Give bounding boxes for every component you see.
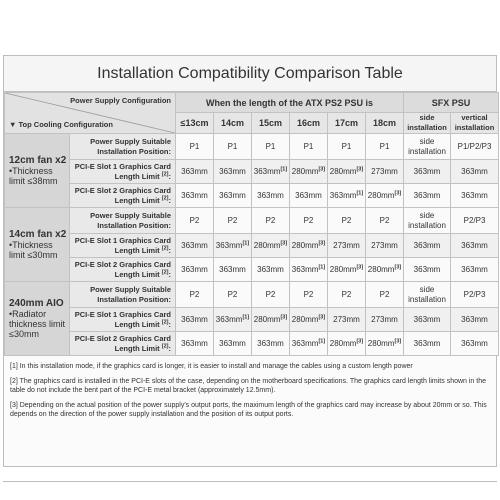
value-cell	[176, 332, 214, 356]
cell-note: [3]	[394, 263, 402, 270]
value-cell	[451, 332, 499, 356]
cell-note: [3]	[356, 165, 364, 172]
slot-label-colon: :	[168, 269, 171, 279]
value-cell	[404, 184, 451, 208]
value-cell	[290, 258, 328, 282]
value-cell: P2	[214, 208, 252, 234]
cell-value: 280mm	[253, 240, 281, 250]
table-row	[5, 258, 499, 282]
slot-label-colon: :	[168, 245, 171, 255]
value-cell: P2/P3	[451, 208, 499, 234]
atx-group-header: When the length of the ATX PS2 PSU is	[176, 93, 404, 113]
table-row	[5, 208, 499, 234]
value-cell	[252, 332, 290, 356]
cell-note: [1]	[356, 189, 364, 196]
row-label	[70, 332, 176, 356]
cell-value: 363mm	[413, 190, 441, 200]
table-row	[5, 234, 499, 258]
cell-note: [3]	[280, 313, 288, 320]
slot-label-note: [2]	[161, 343, 169, 349]
value-cell	[214, 308, 252, 332]
table-row	[5, 134, 499, 160]
bottom-divider	[3, 481, 497, 482]
cell-value: 273mm	[333, 240, 360, 250]
value-cell	[252, 308, 290, 332]
value-cell	[290, 332, 328, 356]
value-cell	[404, 234, 451, 258]
cell-note: [1]	[318, 337, 326, 344]
cell-note: [3]	[394, 337, 402, 344]
cell-value: 363mm	[181, 264, 208, 274]
value-cell	[451, 308, 499, 332]
value-cell	[176, 184, 214, 208]
cell-value: 363mm	[257, 190, 284, 200]
value-cell	[404, 308, 451, 332]
value-cell	[328, 234, 366, 258]
cell-value: 363mm	[291, 338, 319, 348]
slot-label-colon: :	[168, 171, 171, 181]
cell-value: 363mm	[295, 190, 322, 200]
sfx-vertical-header: vertical installation	[451, 113, 499, 134]
value-cell: P2/P3	[451, 282, 499, 308]
value-cell	[176, 160, 214, 184]
footnotes	[4, 356, 496, 420]
slot-label-note: [2]	[161, 171, 169, 177]
group-description: •Thickness limit ≤38mm	[9, 165, 58, 186]
table-row	[5, 282, 499, 308]
cell-value: 363mm	[461, 190, 488, 200]
cell-value: 280mm	[253, 314, 281, 324]
value-cell	[451, 234, 499, 258]
cell-value: 280mm	[329, 338, 357, 348]
value-cell: P1	[290, 134, 328, 160]
cell-value: 363mm	[257, 264, 284, 274]
cell-value: 363mm	[461, 240, 488, 250]
value-cell	[214, 184, 252, 208]
value-cell	[366, 234, 404, 258]
cell-value: 363mm	[219, 166, 246, 176]
group-name: 14cm fan x2	[9, 228, 67, 240]
cell-value: 280mm	[367, 338, 395, 348]
table-corner-header	[5, 93, 176, 134]
cell-value: 363mm	[219, 338, 246, 348]
group-description: •Thickness limit ≤30mm	[9, 239, 58, 260]
value-cell: P1	[252, 134, 290, 160]
cell-value: 363mm	[219, 190, 246, 200]
cell-value: 363mm	[181, 240, 208, 250]
table-title: Installation Compatibility Comparison Table	[4, 56, 496, 92]
atx-size-header: 14cm	[214, 113, 252, 134]
value-cell	[328, 308, 366, 332]
value-cell	[366, 184, 404, 208]
slot-label-text: PCI-E Slot 1 Graphics Card Length Limit	[74, 161, 171, 181]
value-cell	[252, 160, 290, 184]
value-cell	[404, 160, 451, 184]
row-label	[70, 258, 176, 282]
value-cell	[214, 332, 252, 356]
value-cell	[366, 308, 404, 332]
value-cell: P1	[366, 134, 404, 160]
value-cell	[252, 234, 290, 258]
cell-note: [3]	[280, 239, 288, 246]
value-cell: P1/P2/P3	[451, 134, 499, 160]
slot-label-text: PCI-E Slot 2 Graphics Card Length Limit	[74, 259, 171, 279]
slot-label-text: PCI-E Slot 1 Graphics Card Length Limit	[74, 235, 171, 255]
cell-value: 280mm	[329, 166, 357, 176]
atx-size-header: 18cm	[366, 113, 404, 134]
table-row	[5, 308, 499, 332]
value-cell	[290, 160, 328, 184]
slot-label-note: [2]	[161, 245, 169, 251]
cell-value: 363mm	[461, 338, 488, 348]
cell-value: 363mm	[413, 166, 441, 176]
value-cell	[451, 258, 499, 282]
cell-note: [1]	[242, 239, 250, 246]
value-cell: side installation	[404, 282, 451, 308]
cell-value: 363mm	[181, 314, 208, 324]
value-cell	[290, 234, 328, 258]
cell-value: 273mm	[333, 314, 360, 324]
value-cell	[328, 160, 366, 184]
cell-value: 280mm	[367, 190, 395, 200]
cell-value: 280mm	[329, 264, 357, 274]
value-cell: P2	[176, 282, 214, 308]
cell-note: [3]	[318, 239, 326, 246]
compatibility-table	[4, 92, 499, 356]
cell-value: 280mm	[291, 314, 319, 324]
row-label: Power Supply Suitable Installation Position:	[70, 134, 176, 160]
cell-value: 273mm	[371, 314, 398, 324]
group-description: •Radiator thickness limit ≤30mm	[9, 308, 66, 339]
value-cell	[451, 160, 499, 184]
value-cell	[252, 184, 290, 208]
group-name: 12cm fan x2	[9, 154, 67, 166]
row-label: Power Supply Suitable Installation Position:	[70, 282, 176, 308]
atx-size-header: 17cm	[328, 113, 366, 134]
row-label	[70, 184, 176, 208]
sfx-group-header: SFX PSU	[404, 93, 499, 113]
cell-value: 273mm	[371, 240, 398, 250]
cell-note: [3]	[318, 313, 326, 320]
table-row	[5, 160, 499, 184]
atx-size-header: 16cm	[290, 113, 328, 134]
value-cell	[451, 184, 499, 208]
cell-note: [1]	[280, 165, 288, 172]
footnote-1: [1] In this installation mode, if the graphics card is longer, it is easier to install and manage the cables using a custom length power	[10, 363, 413, 370]
cell-value: 273mm	[371, 166, 398, 176]
value-cell: P1	[176, 134, 214, 160]
value-cell: side installation	[404, 134, 451, 160]
value-cell: P1	[214, 134, 252, 160]
value-cell	[328, 258, 366, 282]
value-cell: P2	[214, 282, 252, 308]
value-cell	[176, 234, 214, 258]
cell-value: 363mm	[461, 314, 488, 324]
value-cell	[404, 332, 451, 356]
value-cell	[366, 160, 404, 184]
atx-size-header: ≤13cm	[176, 113, 214, 134]
cell-note: [3]	[394, 189, 402, 196]
cell-value: 363mm	[413, 240, 441, 250]
cell-value: 363mm	[181, 338, 208, 348]
cell-value: 363mm	[257, 338, 284, 348]
cell-value: 280mm	[291, 166, 319, 176]
atx-size-header: 15cm	[252, 113, 290, 134]
cell-value: 280mm	[291, 240, 319, 250]
cell-value: 363mm	[215, 240, 243, 250]
slot-label-colon: :	[168, 319, 171, 329]
value-cell: P2	[176, 208, 214, 234]
footnote-3: [3] Depending on the actual position of the power supply's output ports, the maximum length of the graphics card may increase by about 20mm or so. This depends on the direction of the power supply installation and the position of its output ports.	[10, 401, 487, 418]
value-cell	[328, 332, 366, 356]
value-cell	[366, 332, 404, 356]
cell-value: 363mm	[291, 264, 319, 274]
cell-note: [1]	[318, 263, 326, 270]
value-cell	[404, 258, 451, 282]
cell-value: 363mm	[253, 166, 281, 176]
value-cell	[366, 258, 404, 282]
slot-label-colon: :	[168, 343, 171, 353]
value-cell: P2	[328, 282, 366, 308]
cell-note: [3]	[356, 337, 364, 344]
group-header-cell	[5, 208, 70, 282]
sfx-side-header: side installation	[404, 113, 451, 134]
cell-value: 280mm	[367, 264, 395, 274]
top-cooling-config-label: ▼ Top Cooling Configuration	[9, 120, 113, 129]
group-name: 240mm AIO	[9, 297, 64, 309]
cell-value: 363mm	[329, 190, 357, 200]
cell-note: [3]	[318, 165, 326, 172]
table-row	[5, 332, 499, 356]
table-row	[5, 184, 499, 208]
cell-value: 363mm	[461, 166, 488, 176]
slot-label-text: PCI-E Slot 1 Graphics Card Length Limit	[74, 309, 171, 329]
cell-note: [3]	[356, 263, 364, 270]
footnote-2: [2] The graphics card is installed in the PCI-E slots of the case, depending on the motherboard specifications. The graphics card length limits shown in the table do not include the bent part of the PCI-E metal bracket (approximately 12.5mm).	[10, 377, 487, 394]
value-cell: side installation	[404, 208, 451, 234]
group-header-cell	[5, 134, 70, 208]
cell-value: 363mm	[461, 264, 488, 274]
value-cell	[252, 258, 290, 282]
value-cell: P2	[252, 208, 290, 234]
value-cell	[176, 258, 214, 282]
row-label	[70, 308, 176, 332]
value-cell	[214, 234, 252, 258]
slot-label-text: PCI-E Slot 2 Graphics Card Length Limit	[74, 185, 171, 205]
value-cell	[290, 308, 328, 332]
cell-value: 363mm	[413, 264, 441, 274]
value-cell: P2	[366, 282, 404, 308]
value-cell: P2	[328, 208, 366, 234]
value-cell	[290, 184, 328, 208]
group-header-cell	[5, 282, 70, 356]
cell-value: 363mm	[413, 314, 441, 324]
cell-value: 363mm	[413, 338, 441, 348]
row-label	[70, 160, 176, 184]
cell-note: [1]	[242, 313, 250, 320]
value-cell: P2	[366, 208, 404, 234]
compatibility-sheet	[3, 55, 497, 467]
value-cell: P1	[328, 134, 366, 160]
row-label: Power Supply Suitable Installation Position:	[70, 208, 176, 234]
cell-value: 363mm	[215, 314, 243, 324]
value-cell: P2	[290, 208, 328, 234]
slot-label-note: [2]	[161, 319, 169, 325]
cell-value: 363mm	[181, 190, 208, 200]
value-cell: P2	[252, 282, 290, 308]
value-cell	[214, 160, 252, 184]
value-cell	[214, 258, 252, 282]
slot-label-text: PCI-E Slot 2 Graphics Card Length Limit	[74, 333, 171, 353]
slot-label-note: [2]	[161, 269, 169, 275]
cell-value: 363mm	[219, 264, 246, 274]
value-cell	[328, 184, 366, 208]
slot-label-note: [2]	[161, 195, 169, 201]
row-label	[70, 234, 176, 258]
power-supply-config-label: Power Supply Configuration	[70, 96, 171, 105]
value-cell: P2	[290, 282, 328, 308]
slot-label-colon: :	[168, 195, 171, 205]
value-cell	[176, 308, 214, 332]
cell-value: 363mm	[181, 166, 208, 176]
